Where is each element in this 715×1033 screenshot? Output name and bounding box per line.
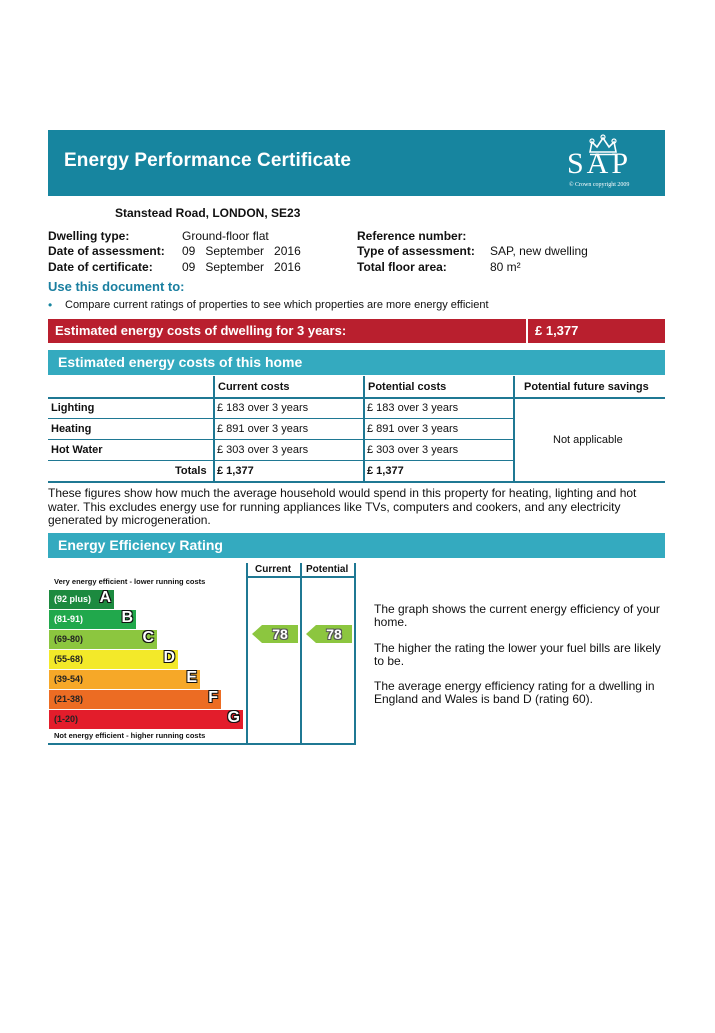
band-d-range: (55-68) bbox=[54, 654, 84, 664]
savings-value: Not applicable bbox=[553, 434, 623, 446]
reference-number-label: Reference number: bbox=[357, 229, 467, 243]
potential-column-header: Potential bbox=[306, 564, 349, 575]
sap-logo bbox=[565, 135, 651, 193]
band-d-letter: D bbox=[163, 649, 175, 666]
band-b-range: (81-91) bbox=[54, 614, 84, 624]
hot-water-potential-cost: £ 303 over 3 years bbox=[367, 444, 459, 456]
band-d bbox=[49, 650, 178, 669]
energy-rating-chart bbox=[48, 563, 358, 747]
divider bbox=[363, 376, 365, 483]
current-rating-arrow bbox=[252, 625, 298, 643]
property-address: Stanstead Road, LONDON, SE23 bbox=[115, 206, 301, 220]
band-e-letter: E bbox=[186, 669, 197, 686]
total-floor-area-value: 80 m² bbox=[490, 260, 521, 274]
rating-note-3: The average energy efficiency rating for a dwelling in England and Wales is band D (rating 60). bbox=[374, 679, 655, 706]
band-c-letter: C bbox=[142, 629, 154, 646]
divider bbox=[246, 576, 356, 578]
lighting-current-cost: £ 183 over 3 years bbox=[217, 402, 309, 414]
certificate-title: Energy Performance Certificate bbox=[64, 150, 352, 171]
sap-logo-text: SAP bbox=[567, 147, 632, 180]
cost-explanation: These figures show how much the average household would spend in this property for heating, lighting and hot water. This excludes energy use for running appliances like TVs, computers and cookers, and any electricity generated by microgeneration. bbox=[48, 486, 637, 527]
totals-label: Totals bbox=[175, 465, 207, 477]
band-c-range: (69-80) bbox=[54, 634, 84, 644]
costs-section-heading: Estimated energy costs of this home bbox=[48, 350, 665, 375]
divider bbox=[354, 563, 356, 745]
lighting-potential-cost: £ 183 over 3 years bbox=[367, 402, 459, 414]
band-b-letter: B bbox=[121, 609, 133, 626]
divider bbox=[526, 319, 528, 343]
hot-water-current-cost: £ 303 over 3 years bbox=[217, 444, 309, 456]
row-label-heating: Heating bbox=[51, 423, 92, 435]
band-g bbox=[49, 710, 243, 729]
divider bbox=[48, 418, 514, 419]
date-of-certificate-label: Date of certificate: bbox=[48, 260, 153, 274]
row-label-hot-water: Hot Water bbox=[51, 444, 103, 456]
divider bbox=[48, 439, 514, 440]
rating-note-1: The graph shows the current energy efficiency of your home. bbox=[374, 602, 660, 629]
band-a-range: (92 plus) bbox=[54, 594, 92, 604]
rating-bottom-caption: Not energy efficient - higher running costs bbox=[54, 731, 206, 740]
divider bbox=[48, 397, 665, 399]
divider bbox=[213, 376, 215, 483]
divider bbox=[246, 563, 248, 745]
band-f-range: (21-38) bbox=[54, 694, 84, 704]
three-year-cost-value: £ 1,377 bbox=[535, 323, 579, 338]
potential-rating-arrow bbox=[306, 625, 352, 643]
current-column-header: Current bbox=[255, 564, 292, 575]
band-c bbox=[49, 630, 157, 649]
three-year-cost-label: Estimated energy costs of dwelling for 3 years: bbox=[55, 323, 347, 338]
band-f-letter: F bbox=[208, 689, 218, 706]
divider bbox=[246, 743, 356, 745]
rating-section-heading: Energy Efficiency Rating bbox=[48, 533, 665, 558]
date-of-assessment-value: 09 September 2016 bbox=[182, 244, 301, 258]
band-a-letter: A bbox=[99, 589, 111, 606]
row-label-lighting: Lighting bbox=[51, 402, 95, 414]
column-header-current: Current costs bbox=[218, 381, 290, 393]
divider bbox=[48, 743, 246, 745]
band-e-range: (39-54) bbox=[54, 674, 84, 684]
column-header-potential: Potential costs bbox=[368, 381, 447, 393]
divider bbox=[513, 376, 515, 483]
totals-potential: £ 1,377 bbox=[367, 465, 404, 477]
type-of-assessment-label: Type of assessment: bbox=[357, 244, 475, 258]
three-year-cost-bar bbox=[48, 319, 665, 343]
band-g-range: (1-20) bbox=[54, 714, 79, 724]
date-of-certificate-value: 09 September 2016 bbox=[182, 260, 301, 274]
band-f bbox=[49, 690, 221, 709]
band-e bbox=[49, 670, 200, 689]
totals-current: £ 1,377 bbox=[217, 465, 254, 477]
dwelling-type-value: Ground-floor flat bbox=[182, 229, 269, 243]
rating-top-caption: Very energy efficient - lower running costs bbox=[54, 577, 206, 586]
heating-potential-cost: £ 891 over 3 years bbox=[367, 423, 459, 435]
divider bbox=[48, 481, 665, 483]
usage-bullet-text: Compare current ratings of properties to see which properties are more energy efficient bbox=[65, 299, 489, 311]
total-floor-area-label: Total floor area: bbox=[357, 260, 447, 274]
band-b bbox=[49, 610, 136, 629]
column-header-savings: Potential future savings bbox=[524, 381, 649, 393]
type-of-assessment-value: SAP, new dwelling bbox=[490, 244, 588, 258]
rating-note-2: The higher the rating the lower your fuel bills are likely to be. bbox=[374, 641, 661, 668]
bullet-icon: • bbox=[48, 298, 53, 312]
band-g-letter: G bbox=[227, 709, 240, 726]
dwelling-type-label: Dwelling type: bbox=[48, 229, 130, 243]
divider bbox=[48, 460, 514, 461]
current-rating-value: 78 bbox=[272, 626, 288, 642]
potential-rating-value: 78 bbox=[326, 626, 342, 642]
divider bbox=[300, 563, 302, 745]
heating-current-cost: £ 891 over 3 years bbox=[217, 423, 309, 435]
certificate-header bbox=[48, 130, 665, 196]
date-of-assessment-label: Date of assessment: bbox=[48, 244, 165, 258]
use-document-heading: Use this document to: bbox=[48, 279, 185, 294]
crown-copyright: © Crown copyright 2009 bbox=[569, 182, 630, 188]
band-a bbox=[49, 590, 114, 609]
